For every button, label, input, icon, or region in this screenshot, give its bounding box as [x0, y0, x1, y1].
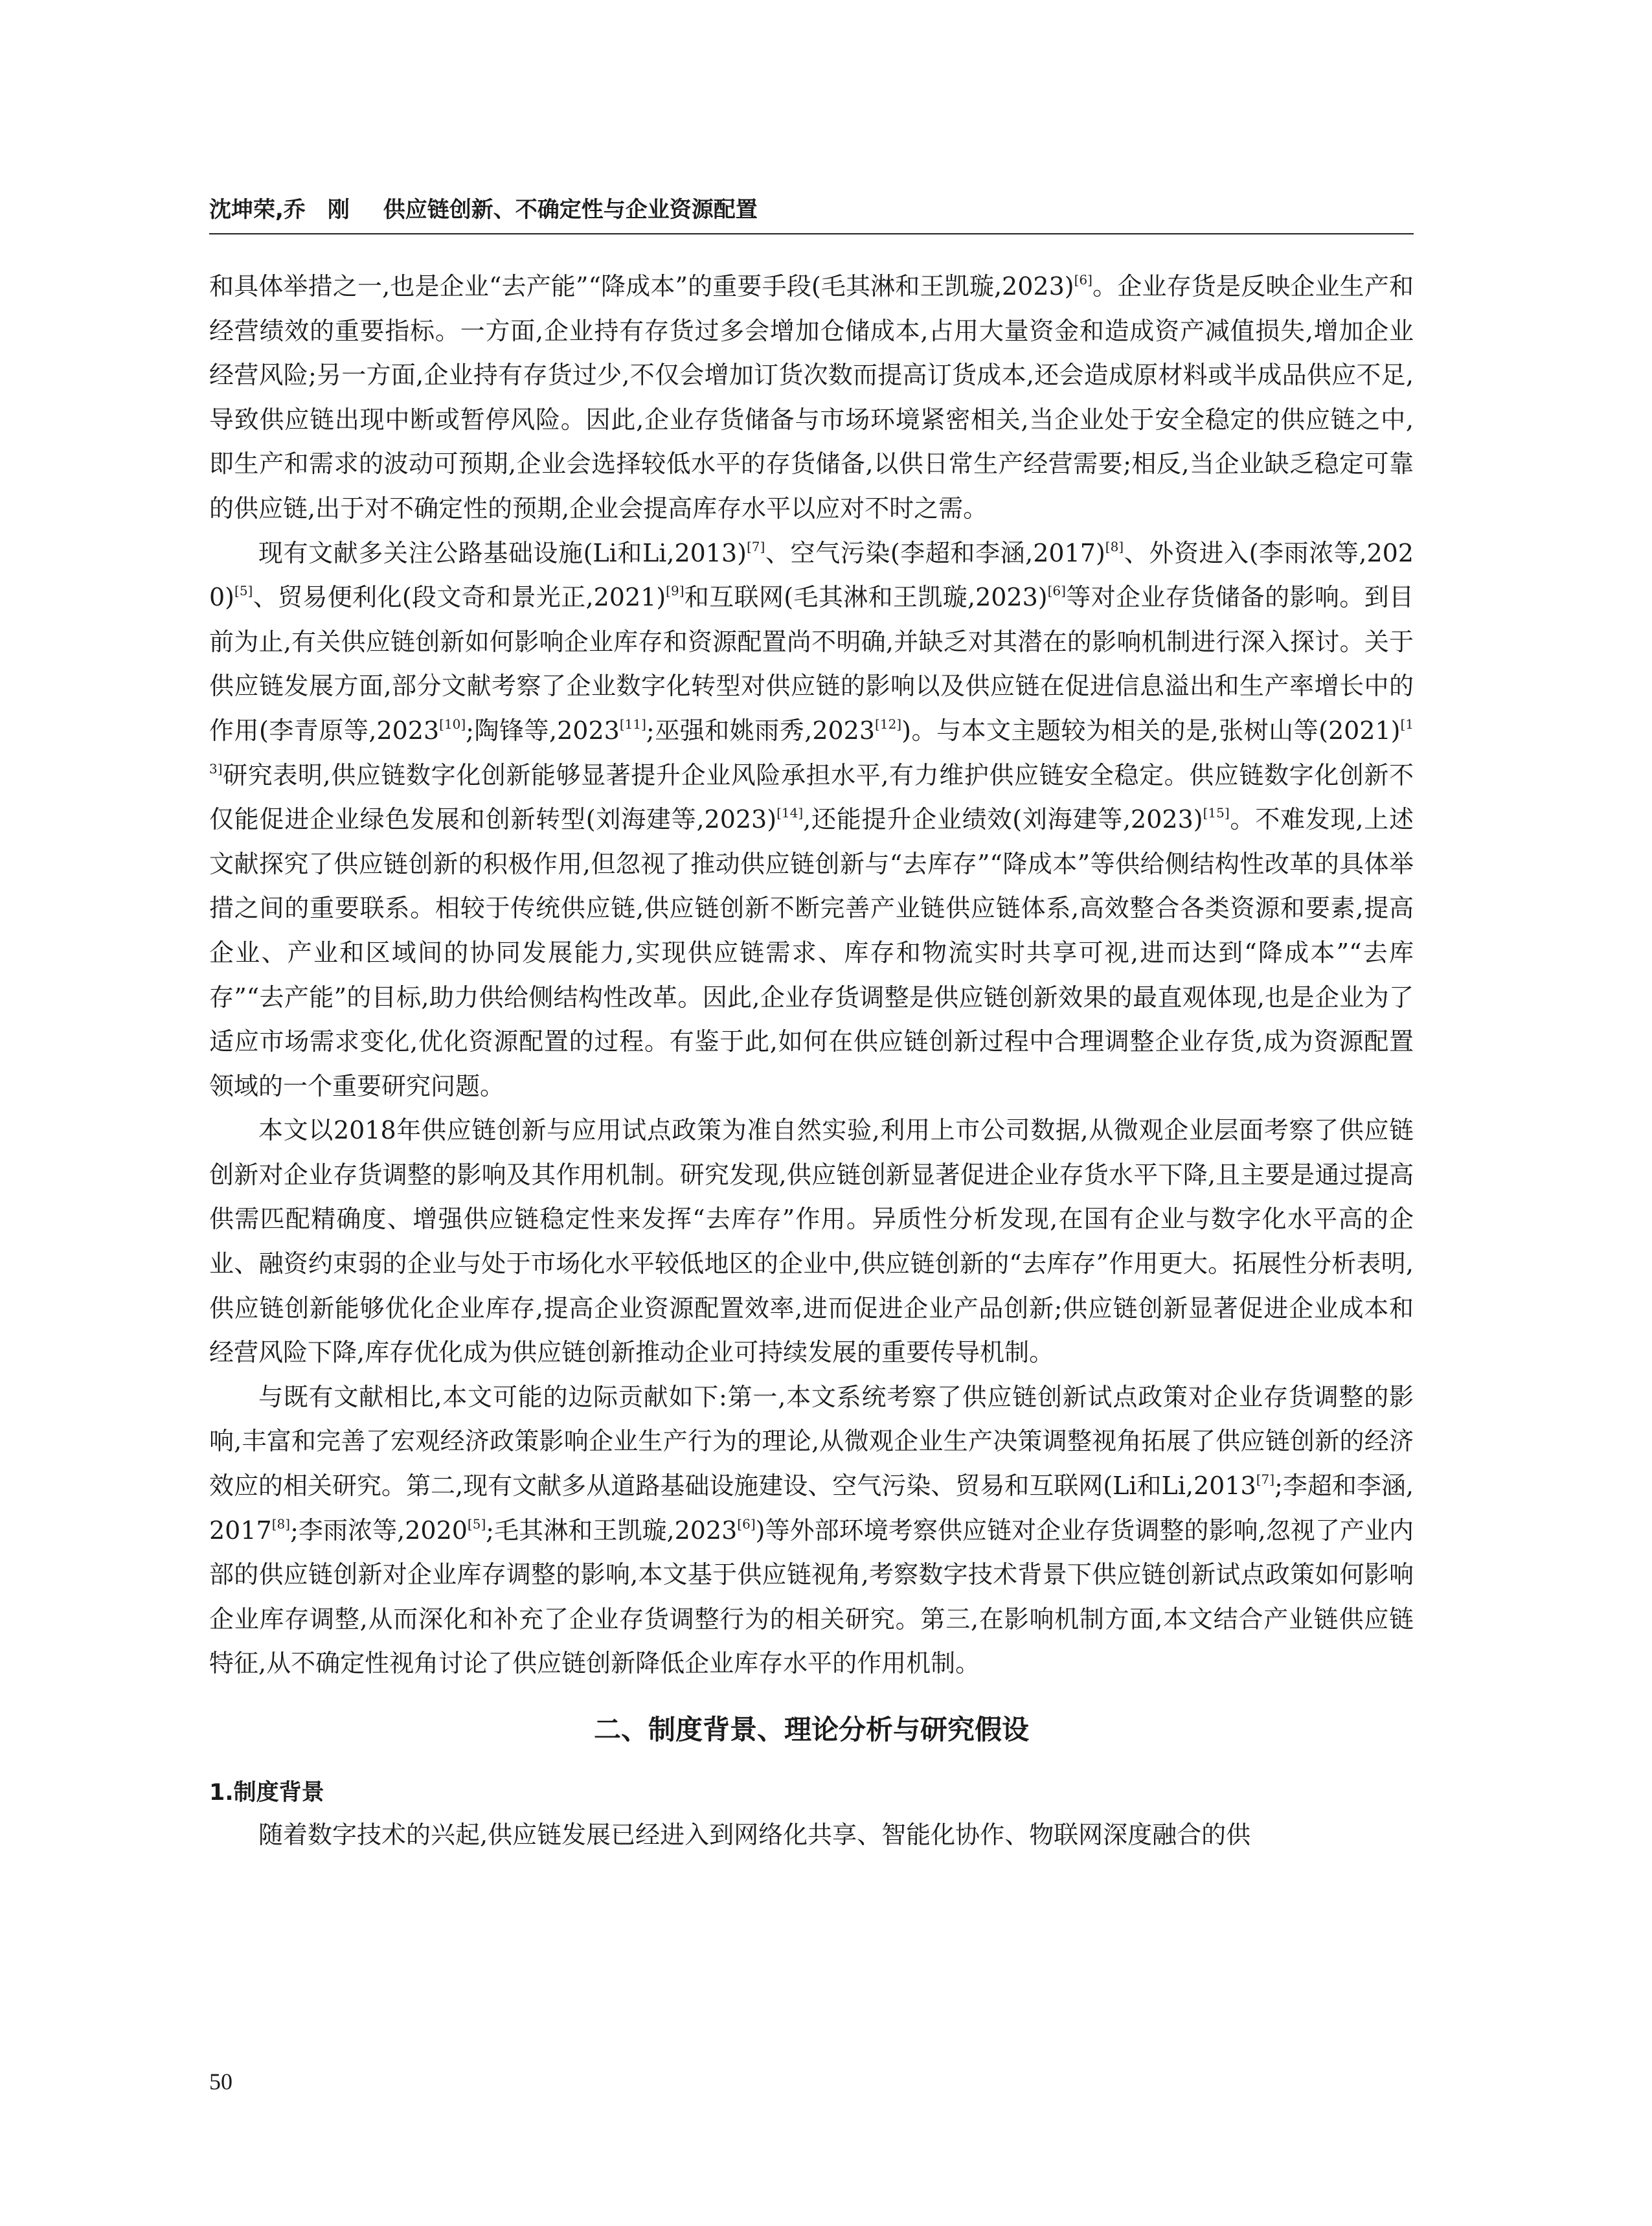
text-run: 、外资进入(李雨浓等,2020) — [209, 538, 1414, 612]
text-run: ;毛其淋和王凯璇,2023 — [486, 1516, 738, 1545]
text-run: ,还能提升企业绩效(刘海建等,2023) — [803, 805, 1203, 834]
subsection-heading: 1.制度背景 — [209, 1780, 324, 1806]
paragraph-1 — [209, 264, 1414, 531]
section-heading: 二、制度背景、理论分析与研究假设 — [593, 1714, 1029, 1745]
header-authors: 沈坤荣,乔 刚 — [209, 197, 350, 223]
text-run: 。不难发现,上述文献探究了供应链创新的积极作用,但忽视了推动供应链创新与“去库存”“降成本”等供给侧结构性改革的具体举措之间的重要联系。相较于传统供应链,供应链创新不断完善产业链供应链体系,高效整合各类资源和要素,提高企业、产业和区域间的协同发展能力,实现供应链需求、库存和物流实时共享可视,进而达到“降成本”“去库存”“去产能”的目标,助力供给侧结构性改革。因此,企业存货调整是供应链创新效果的最直观体现,也是企业为了适应市场需求变化,优化资源配置的过程。有鉴于此,如何在供应链创新过程中合理调整企业存货,成为资源配置领域的一个重要研究问题。 — [209, 805, 1414, 1100]
text-run: ;李超和李涵,2017 — [209, 1471, 1414, 1545]
citation: [7] — [1256, 1471, 1275, 1488]
header-title: 供应链创新、不确定性与企业资源配置 — [383, 197, 758, 223]
citation: [13] — [209, 716, 1414, 777]
paragraph-2 — [209, 531, 1414, 1109]
paragraph-3 — [209, 1108, 1414, 1375]
citation: [5] — [467, 1516, 486, 1532]
citation: [12] — [875, 716, 902, 732]
article-body — [209, 264, 1414, 1857]
citation: [6] — [1047, 583, 1066, 599]
citation: [11] — [619, 716, 646, 732]
text-run: ;李雨浓等,2020 — [290, 1516, 468, 1545]
text-run: )。与本文主题较为相关的是,张树山等(2021) — [901, 716, 1401, 745]
citation: [5] — [234, 583, 253, 599]
paragraph-4 — [209, 1375, 1414, 1686]
text-run: 、空气污染(李超和李涵,2017) — [765, 538, 1105, 567]
citation: [8] — [1105, 538, 1124, 554]
citation: [8] — [271, 1516, 291, 1532]
text-run: 等对企业存货储备的影响。到目前为止,有关供应链创新如何影响企业库存和资源配置尚不明确,并缺乏对其潜在的影响机制进行深入探讨。关于供应链发展方面,部分文献考察了企业数字化转型对供应链的影响以及供应链在促进信息溢出和生产率增长中的作用(李青原等,2023 — [209, 583, 1414, 745]
text-run: 现有文献多关注公路基础设施(Li和Li,2013) — [258, 538, 747, 567]
text-run: 和具体举措之一,也是企业“去产能”“降成本”的重要手段(毛其淋和王凯璇,2023) — [209, 272, 1074, 301]
text-run: )等外部环境考察供应链对企业存货调整的影响,忽视了产业内部的供应链创新对企业库存调整的影响,本文基于供应链视角,考察数字技术背景下供应链创新试点政策如何影响企业库存调整,从而深化和补充了企业存货调整行为的相关研究。第三,在影响机制方面,本文结合产业链供应链特征,从不确定性视角讨论了供应链创新降低企业库存水平的作用机制。 — [209, 1516, 1414, 1678]
page-number: 50 — [209, 2069, 232, 2095]
text-run: ;巫强和姚雨秀,2023 — [646, 716, 876, 745]
paragraph-5: 随着数字技术的兴起,供应链发展已经进入到网络化共享、智能化协作、物联网深度融合的供 — [258, 1821, 1251, 1849]
citation: [9] — [666, 583, 685, 599]
text-run: 本文以2018年供应链创新与应用试点政策为准自然实验,利用上市公司数据,从微观企业层面考察了供应链创新对企业存货调整的影响及其作用机制。研究发现,供应链创新显著促进企业存货水平下降,且主要是通过提高供需匹配精确度、增强供应链稳定性来发挥“去库存”作用。异质性分析发现,在国有企业与数字化水平高的企业、融资约束弱的企业与处于市场化水平较低地区的企业中,供应链创新的“去库存”作用更大。拓展性分析表明,供应链创新能够优化企业库存,提高企业资源配置效率,进而促进企业产品创新;供应链创新显著促进企业成本和经营风险下降,库存优化成为供应链创新推动企业可持续发展的重要传导机制。 — [209, 1116, 1414, 1367]
citation: [15] — [1203, 805, 1230, 821]
citation: [10] — [439, 716, 466, 732]
text-run: 与既有文献相比,本文可能的边际贡献如下:第一,本文系统考察了供应链创新试点政策对企业存货调整的影响,丰富和完善了宏观经济政策影响企业生产行为的理论,从微观企业生产决策调整视角拓展了供应链创新的经济效应的相关研究。第二,现有文献多从道路基础设施建设、空气污染、贸易和互联网(Li和Li,2013 — [209, 1382, 1414, 1501]
citation: [7] — [746, 538, 765, 554]
header-rule — [209, 233, 1414, 234]
text-run: 和互联网(毛其淋和王凯璇,2023) — [684, 583, 1048, 612]
text-run: 研究表明,供应链数字化创新能够显著提升企业风险承担水平,有力维护供应链安全稳定。供应链数字化创新不仅能促进企业绿色发展和创新转型(刘海建等,2023) — [209, 760, 1414, 834]
citation: [14] — [776, 805, 804, 821]
text-run: ;陶锋等,2023 — [466, 716, 620, 745]
text-run: 。企业存货是反映企业生产和经营绩效的重要指标。一方面,企业持有存货过多会增加仓储成本,占用大量资金和造成资产减值损失,增加企业经营风险;另一方面,企业持有存货过少,不仅会增加订货次数而提高订货成本,还会造成原材料或半成品供应不足,导致供应链出现中断或暂停风险。因此,企业存货储备与市场环境紧密相关,当企业处于安全稳定的供应链之中,即生产和需求的波动可预期,企业会选择较低水平的存货储备,以供日常生产经营需要;相反,当企业缺乏稳定可靠的供应链,出于对不确定性的预期,企业会提高库存水平以应对不时之需。 — [209, 272, 1414, 523]
text-run: 、贸易便利化(段文奇和景光正,2021) — [253, 583, 666, 612]
running-header — [209, 194, 1414, 225]
citation: [6] — [737, 1516, 756, 1532]
citation: [6] — [1074, 272, 1092, 288]
